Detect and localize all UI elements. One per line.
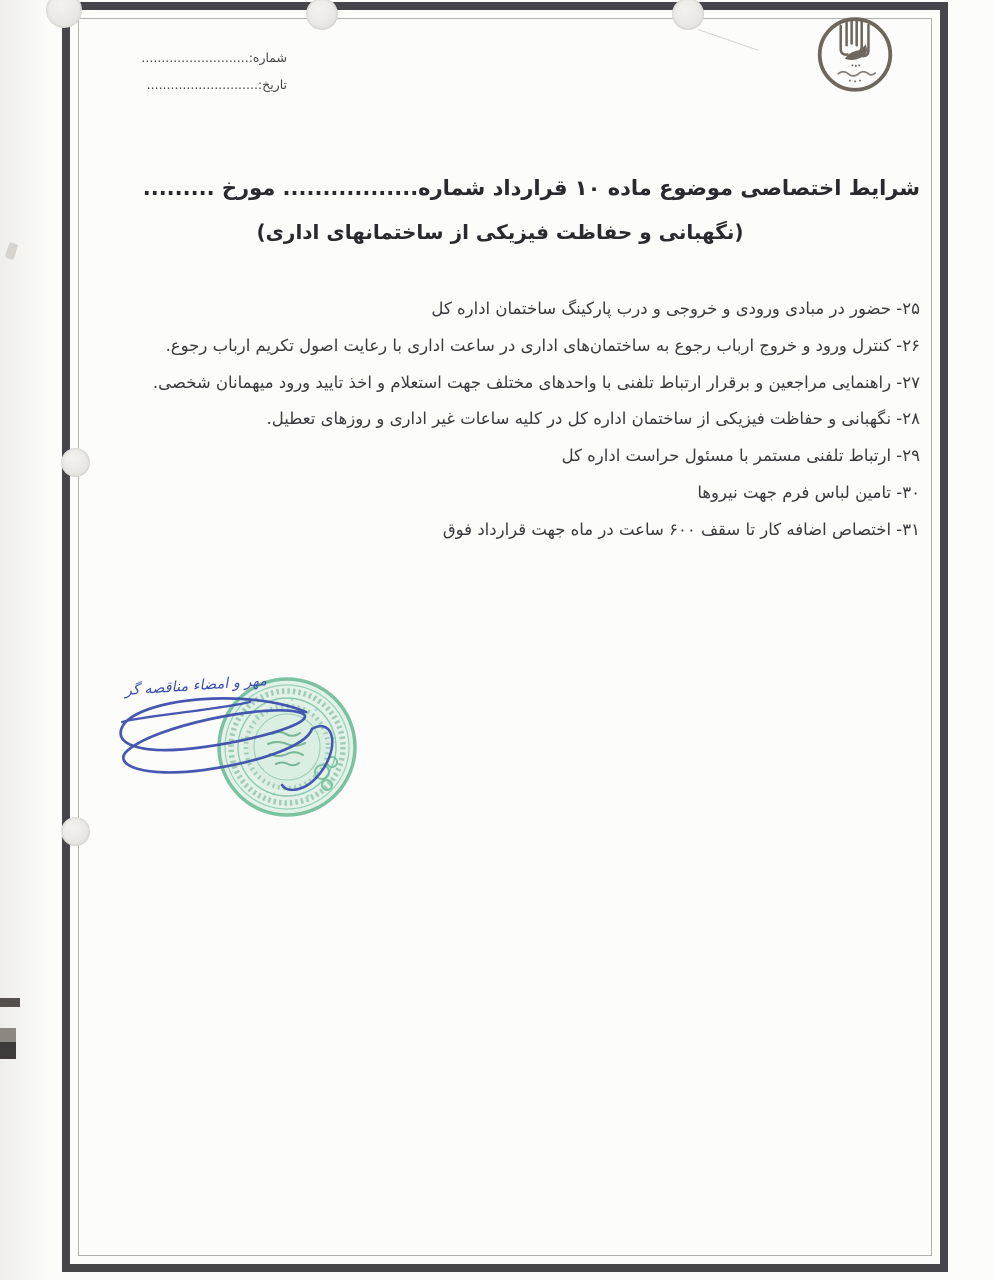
- document-inner-border: [78, 18, 932, 1256]
- clause-item: ۲۷- راهنمایی مراجعین و برقرار ارتباط تلفنی با واحدهای مختلف جهت استعلام و اخذ تایید ورود میهمانان شخصی.: [152, 372, 920, 392]
- clause-item: ۲۶- کنترل ورود و خروج ارباب رجوع به ساختمان‌های اداری در ساعت اداری با رعایت اصول تکریم ارباب رجوع.: [165, 335, 920, 355]
- clause-item: ۳۱- اختصاص اضافه کار تا سقف ۶۰۰ ساعت در ماه جهت قرارداد فوق: [442, 519, 920, 539]
- handwritten-seal-signature-label: مهر و امضاء مناقصه گر: [124, 673, 268, 699]
- document-subtitle: (نگهبانی و حفاظت فیزیکی از ساختمانهای اداری): [256, 220, 744, 244]
- clause-item: ۳۰- تامین لباس فرم جهت نیروها: [697, 482, 920, 502]
- document-title: شرایط اختصاصی موضوع ماده ۱۰ قرارداد شماره................. مورخ .........: [142, 176, 920, 200]
- organization-emblem-icon: [813, 15, 897, 99]
- date-field: تاریخ:............................: [146, 77, 287, 92]
- number-field: شماره:...........................: [141, 50, 287, 65]
- clause-item: ۲۵- حضور در مبادی ورودی و خروجی و درب پارکینگ ساختمان اداره کل: [431, 299, 920, 318]
- clause-item: ۲۸- نگهبانی و حفاظت فیزیکی از ساختمان اداره کل در کلیه ساعات غیر اداری و روزهای تعطیل.: [266, 409, 920, 429]
- header-fields: [141, 44, 287, 98]
- scan-edge-artifact: [5, 242, 19, 260]
- clause-item: ۲۹- ارتباط تلفنی مستمر با مسئول حراست اداره کل: [561, 446, 920, 466]
- punch-hole: [61, 817, 90, 846]
- handwritten-signature-icon: [98, 666, 348, 818]
- scan-edge-artifact: [0, 1028, 16, 1042]
- scan-edge-artifact: [0, 998, 20, 1007]
- scan-edge-artifact: [0, 1042, 16, 1059]
- clause-list: [80, 291, 920, 549]
